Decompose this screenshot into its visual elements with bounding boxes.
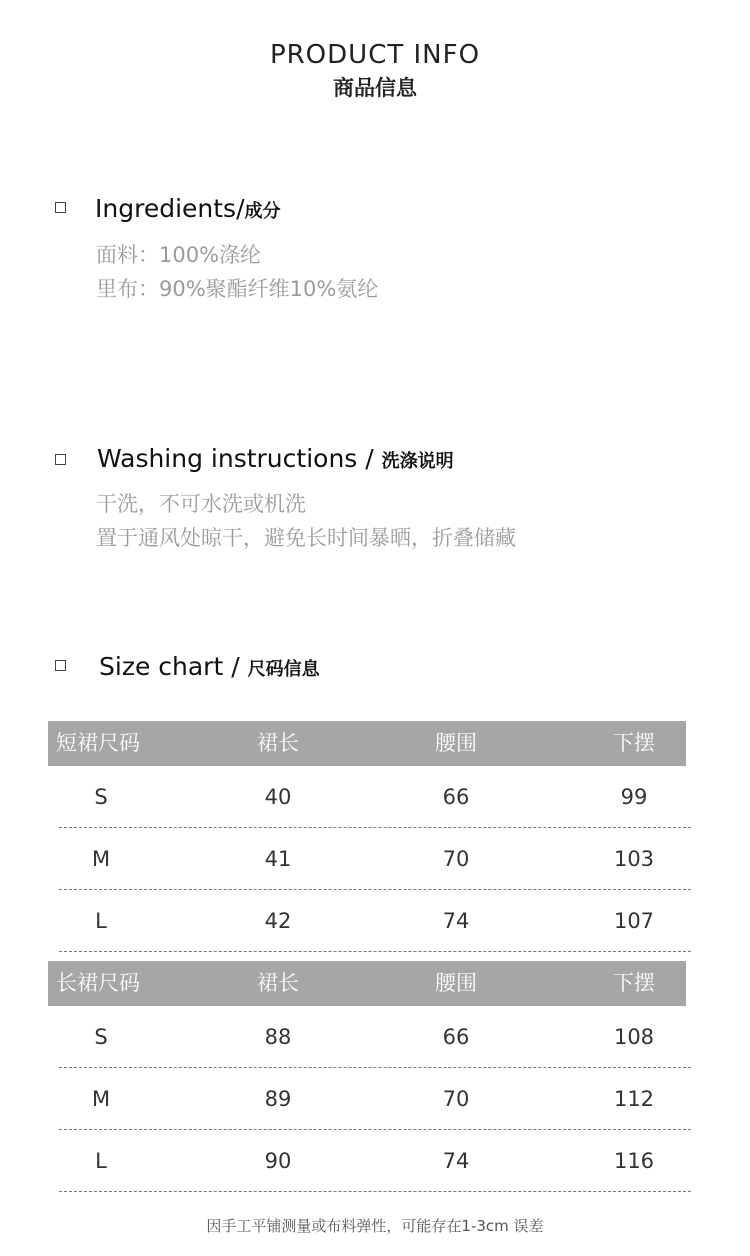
checkbox-icon: [55, 660, 66, 671]
cell-waist: 66: [442, 1025, 470, 1049]
cell-size: L: [95, 1149, 107, 1173]
cell-length: 40: [264, 785, 292, 809]
header-waist: 腰围: [435, 731, 477, 755]
header-size: 短裙尺码: [56, 731, 140, 755]
header-length: 裙长: [257, 971, 299, 995]
cell-size: M: [91, 847, 111, 871]
cell-size: S: [94, 785, 108, 809]
cell-length: 88: [264, 1025, 292, 1049]
table-header: [48, 721, 686, 766]
washing-title-cn: 洗涤说明: [381, 451, 454, 472]
cell-length: 41: [264, 847, 292, 871]
table-row: [48, 828, 686, 890]
header-hem: 下摆: [613, 971, 655, 995]
header-size: 长裙尺码: [56, 971, 140, 995]
cell-waist: 74: [442, 1149, 470, 1173]
cell-waist: 70: [442, 1087, 470, 1111]
size-title-cn: 尺码信息: [247, 659, 320, 680]
short-skirt-size-table: [48, 721, 686, 952]
cell-hem: 103: [613, 847, 655, 871]
cell-hem: 112: [613, 1087, 655, 1111]
cell-waist: 70: [442, 847, 470, 871]
table-header: [48, 961, 686, 1006]
header-waist: 腰围: [435, 971, 477, 995]
cell-size: M: [91, 1087, 111, 1111]
table-row: [48, 890, 686, 952]
cell-hem: 107: [613, 909, 655, 933]
row-divider: [59, 1191, 691, 1192]
cell-size: S: [94, 1025, 108, 1049]
cell-length: 90: [264, 1149, 292, 1173]
checkbox-icon: [55, 454, 66, 465]
ingredients-title: [95, 194, 281, 223]
table-row: [48, 766, 686, 828]
cell-length: 89: [264, 1087, 292, 1111]
ingredients-line: 里布：90%聚酯纤维10%氨纶: [96, 277, 379, 301]
checkbox-icon: [55, 202, 66, 213]
washing-title: [97, 444, 454, 473]
ingredients-line: 面料：100%涤纶: [96, 243, 262, 267]
cell-hem: 108: [613, 1025, 655, 1049]
cell-size: L: [95, 909, 107, 933]
washing-title-en: Washing instructions /: [97, 444, 374, 473]
measurement-note: 因手工平铺测量或布料弹性，可能存在1-3cm 误差: [206, 1217, 544, 1235]
size-title-en: Size chart /: [99, 652, 240, 681]
page-title: PRODUCT INFO: [269, 40, 481, 70]
page-subtitle: 商品信息: [333, 76, 417, 100]
table-row: [48, 1006, 686, 1068]
cell-length: 42: [264, 909, 292, 933]
cell-hem: 99: [620, 785, 648, 809]
table-row: [48, 1130, 686, 1192]
header-hem: 下摆: [613, 731, 655, 755]
washing-line: 干洗，不可水洗或机洗: [96, 492, 306, 516]
cell-waist: 74: [442, 909, 470, 933]
header-length: 裙长: [257, 731, 299, 755]
cell-waist: 66: [442, 785, 470, 809]
table-row: [48, 1068, 686, 1130]
row-divider: [59, 951, 691, 952]
size-title: [99, 652, 320, 681]
washing-line: 置于通风处晾干，避免长时间暴晒，折叠储藏: [96, 526, 516, 550]
ingredients-title-en: Ingredients/: [95, 194, 245, 223]
ingredients-title-cn: 成分: [244, 201, 281, 222]
cell-hem: 116: [613, 1149, 655, 1173]
long-skirt-size-table: [48, 961, 686, 1192]
